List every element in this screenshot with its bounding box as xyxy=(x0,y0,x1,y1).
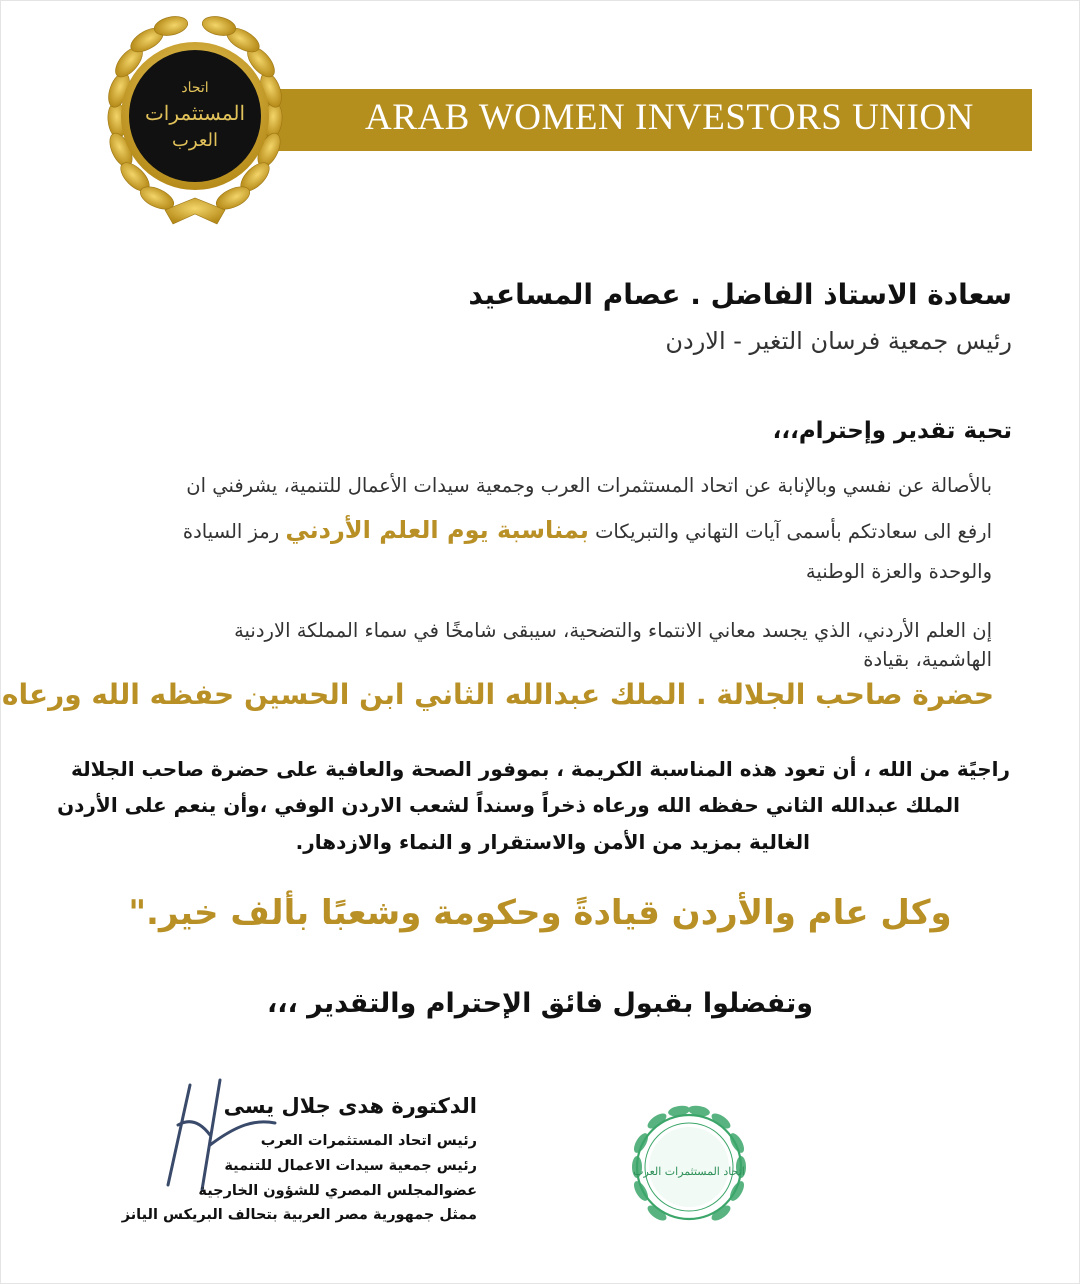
union-logo xyxy=(95,10,295,230)
paragraph1-line1: بالأصالة عن نفسي وبالإنابة عن اتحاد المستثمرات العرب وجمعية سيدات الأعمال للتنمية، يشرفني ان xyxy=(186,474,992,497)
paragraph1-line2 xyxy=(183,513,992,549)
paragraph2-line2: الهاشمية، بقيادة xyxy=(863,648,992,671)
paragraph1-line3: والوحدة والعزة الوطنية xyxy=(805,560,992,583)
paragraph2-line1: إن العلم الأردني، الذي يجسد معاني الانتماء والتضحية، سيبقى شامخًا في سماء المملكة الاردنية xyxy=(234,619,992,642)
paragraph1-line2-start: ارفع الى سعادتكم بأسمى آيات التهاني والتبريكات xyxy=(588,520,992,543)
recipient-name: سعادة الاستاذ الفاضل . عصام المساعيد xyxy=(468,278,1012,311)
signatory-role-3: عضوالمجلس المصري للشؤون الخارجية xyxy=(198,1183,477,1199)
wish-line: وكل عام والأردن قيادةً وحكومة وشعبًا بألف خير." xyxy=(128,893,952,933)
king-title: حضرة صاحب الجلالة . الملك عبدالله الثاني ابن الحسين حفظه الله ورعاه xyxy=(1,678,994,711)
prayer-line2: الملك عبدالله الثاني حفظه الله ورعاه ذخراً وسنداً لشعب الاردن الوفي ،وأن ينعم على الأردن xyxy=(57,793,960,817)
org-name: ARAB WOMEN INVESTORS UNION xyxy=(365,97,974,138)
logo-text-3: العرب xyxy=(171,130,219,151)
green-seal-stamp xyxy=(617,1095,762,1240)
seal-text: اتحاد المستثمرات العرب xyxy=(633,1165,745,1178)
recipient-title: رئيس جمعية فرسان التغير - الاردن xyxy=(665,327,1012,355)
paragraph1-line2-end: رمز السيادة xyxy=(182,520,286,543)
signatory-role-1: رئيس اتحاد المستثمرات العرب xyxy=(260,1133,477,1149)
prayer-line3: الغالية بمزيد من الأمن والاستقرار و النماء والازدهار. xyxy=(295,830,810,854)
signatory-role-4: ممثل جمهورية مصر العربية بتحالف البريكس اليانز xyxy=(121,1207,477,1223)
logo-text-1: اتحاد xyxy=(181,80,209,96)
flag-day-highlight: بمناسبة يوم العلم الأردني xyxy=(285,516,589,544)
signatory-role-2: رئيس جمعية سيدات الاعمال للتنمية xyxy=(224,1158,477,1174)
greeting: تحية تقدير وإحترام،،، xyxy=(772,418,1012,444)
closing-line: وتفضلوا بقبول فائق الإحترام والتقدير ،،، xyxy=(266,988,813,1019)
signatory-name: الدكتورة هدى جلال يسى xyxy=(223,1094,477,1118)
prayer-line1: راجيًة من الله ، أن تعود هذه المناسبة الكريمة ، بموفور الصحة والعافية على حضرة صاحب الجلالة xyxy=(70,757,1010,781)
logo-text-2: المستثمرات xyxy=(144,101,246,125)
